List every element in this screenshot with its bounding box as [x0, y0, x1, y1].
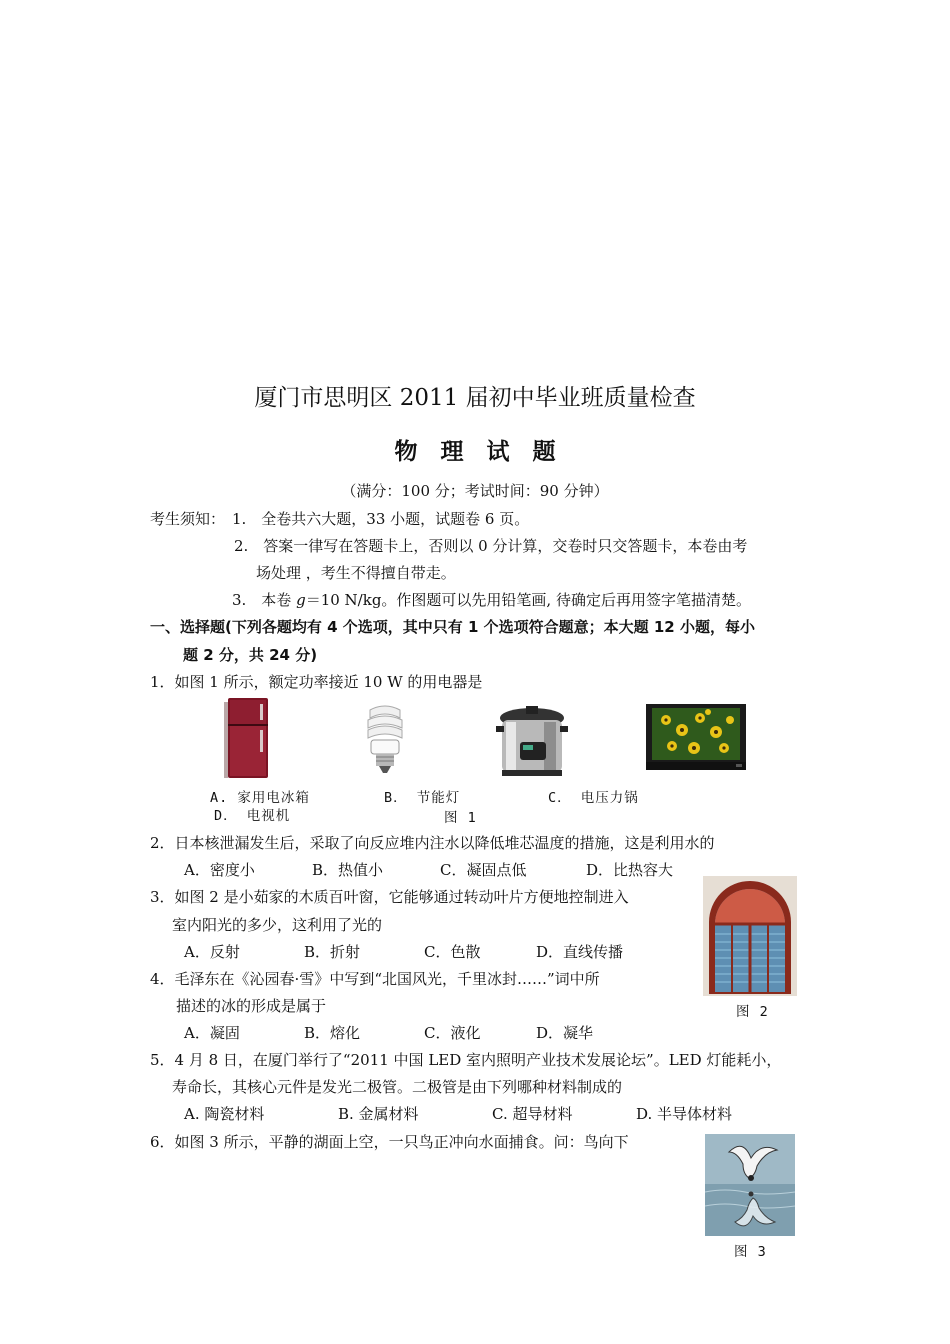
note-3	[232, 591, 751, 610]
note-3-g: g	[296, 591, 306, 609]
figure-2-caption: 图 2	[736, 1004, 769, 1020]
q4-option-c: C．液化	[424, 1024, 481, 1042]
exam-meta: （满分：100 分；考试时间：90 分钟）	[341, 482, 609, 500]
q3-option-d: D．直线传播	[536, 943, 624, 961]
exam-title: 厦门市思明区 2011 届初中毕业班质量检查	[254, 385, 696, 411]
q2-option-a: A．密度小	[184, 861, 255, 879]
q1-option-a: A. 家用电冰箱	[210, 790, 310, 806]
note-2-line1: 2. 答案一律写在答题卡上，否则以 0 分计算，交卷时只交答题卡，本卷由考	[234, 537, 748, 555]
figure-1-caption: 图 1	[444, 810, 477, 826]
q4-option-b: B．熔化	[304, 1024, 361, 1042]
q5-stem-line2: 寿命长，其核心元件是发光二极管。二极管是由下列哪种材料制成的	[172, 1078, 623, 1096]
note-3-suffix: ＝10 N/kg。作图题可以先用铅笔画, 待确定后再用签字笔描清楚。	[305, 591, 751, 609]
figure-3-caption: 图 3	[734, 1244, 767, 1260]
q5-stem-line1: 5．4 月 8 日，在厦门举行了“2011 中国 LED 室内照明产业技术发展论坛”。LED 灯能耗小，	[150, 1051, 782, 1069]
wooden-shutter-window-image	[703, 876, 797, 996]
q3-stem-line2: 室内阳光的多少，这利用了光的	[172, 916, 383, 934]
q1-stem: 1．如图 1 所示，额定功率接近 10 W 的用电器是	[150, 673, 483, 691]
television-image	[644, 702, 748, 776]
pressure-cooker-image	[496, 704, 568, 780]
energy-saving-bulb-image	[360, 704, 410, 776]
fridge-image	[222, 696, 272, 782]
q5-option-a: A. 陶瓷材料	[184, 1105, 265, 1123]
note-2-line2: 场处理 ，考生不得擅自带走。	[256, 564, 456, 582]
note-1: 1. 全卷共六大题，33 小题，试题卷 6 页。	[232, 510, 530, 528]
q2-stem: 2．日本核泄漏发生后，采取了向反应堆内注水以降低堆芯温度的措施，这是利用水的	[150, 834, 715, 852]
notes-label: 考生须知：	[150, 510, 226, 528]
q5-option-d: D. 半导体材料	[636, 1105, 733, 1123]
q1-option-c: C． 电压力锅	[548, 790, 639, 806]
q2-option-c: C．凝固点低	[440, 861, 527, 879]
q1-option-b: B． 节能灯	[384, 790, 461, 806]
q3-option-c: C．色散	[424, 943, 481, 961]
section-1-heading: 一、选择题(下列各题均有 4 个选项，其中只有 1 个选项符合题意；本大题 12 小题，每小	[150, 618, 755, 636]
subject-title: 物 理 试 题	[394, 439, 556, 465]
q2-option-b: B．热值小	[312, 861, 384, 879]
q1-option-d: D． 电视机	[214, 808, 291, 824]
q5-option-c: C. 超导材料	[492, 1105, 573, 1123]
q6-stem: 6．如图 3 所示，平静的湖面上空，一只鸟正冲向水面捕食。问：鸟向下	[150, 1133, 629, 1151]
q3-stem-line1: 3．如图 2 是小茹家的木质百叶窗，它能够通过转动叶片方便地控制进入	[150, 888, 629, 906]
q5-option-b: B. 金属材料	[338, 1105, 419, 1123]
q3-option-a: A．反射	[184, 943, 240, 961]
q4-option-d: D．凝华	[536, 1024, 594, 1042]
section-1-heading-cont: 题 2 分，共 24 分)	[183, 646, 318, 664]
q2-option-d: D．比热容大	[586, 861, 674, 879]
q4-stem-line2: 描述的冰的形成是属于	[176, 997, 327, 1015]
q4-option-a: A．凝固	[184, 1024, 240, 1042]
bird-over-lake-image	[705, 1134, 795, 1236]
q3-option-b: B．折射	[304, 943, 361, 961]
q4-stem-line1: 4．毛泽东在《沁园春·雪》中写到“北国风光，千里冰封……”词中所	[150, 970, 600, 988]
note-3-prefix: 3. 本卷	[232, 591, 297, 609]
